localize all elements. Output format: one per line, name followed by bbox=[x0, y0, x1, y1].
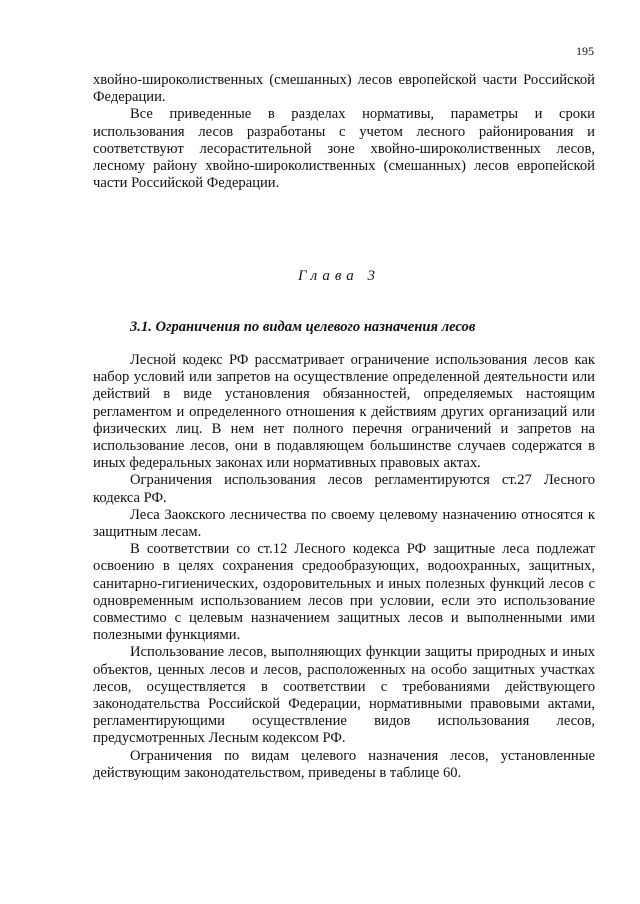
continuation-text bbox=[93, 72, 595, 192]
section-text bbox=[93, 352, 595, 782]
section-heading: 3.1. Ограничения по видам целевого назначения лесов bbox=[130, 319, 476, 335]
paragraph: Все приведенные в разделах нормативы, параметры и сроки использования лесов разработаны с учетом лесного районирования и соответствуют лесорастительной зоне хвойно-широколиственных лесов, лесному району хвойно-широколиственных (смешанных) лесов европейской части Российской Федерации. bbox=[93, 106, 595, 192]
paragraph: Использование лесов, выполняющих функции защиты природных и иных объектов, ценных лесов и лесов, расположенных на особо защитных участках лесов, осуществляется в соответствии с требованиями действующего законодательства Российской Федерации, нормативными правовыми актами, регламентирующими осуществление видов использования лесов, предусмотренных Лесным кодексом РФ. bbox=[93, 644, 595, 747]
paragraph: Ограничения по видам целевого назначения лесов, установленные действующим законодательством, приведены в таблице 60. bbox=[93, 747, 595, 781]
paragraph: Леса Заокского лесничества по своему целевому назначению относятся к защитным лесам. bbox=[93, 506, 595, 541]
page-number: 195 bbox=[576, 44, 594, 58]
paragraph: В соответствии со ст.12 Лесного кодекса РФ защитные леса подлежат освоению в целях сохранения средообразующих, водоохранных, защитных, санитарно-гигиенических, оздоровительных и иных полезных функций лесов с одновременным использованием лесов при условии, если это использование совместимо с целевым назначением защитных лесов и выполненными ими полезными функциями. bbox=[93, 541, 595, 644]
paragraph: Ограничения использования лесов регламентируются ст.27 Лесного кодекса РФ. bbox=[93, 472, 595, 506]
paragraph: Лесной кодекс РФ рассматривает ограничение использования лесов как набор условий или запретов на осуществление определенной деятельности или действий в виде установления обязанностей, определяемых настоящим регламентом и определенного отношения к действиям других организаций или физических лиц. В нем нет полного перечня ограничений и запретов на использование лесов, они в подавляющем большинстве случаев содержатся в иных федеральных законах или нормативных правовых актах. bbox=[93, 352, 595, 472]
paragraph: хвойно-широколиственных (смешанных) лесов европейской части Российской Федерации. bbox=[93, 72, 595, 106]
chapter-heading: Глава 3 bbox=[297, 268, 381, 284]
